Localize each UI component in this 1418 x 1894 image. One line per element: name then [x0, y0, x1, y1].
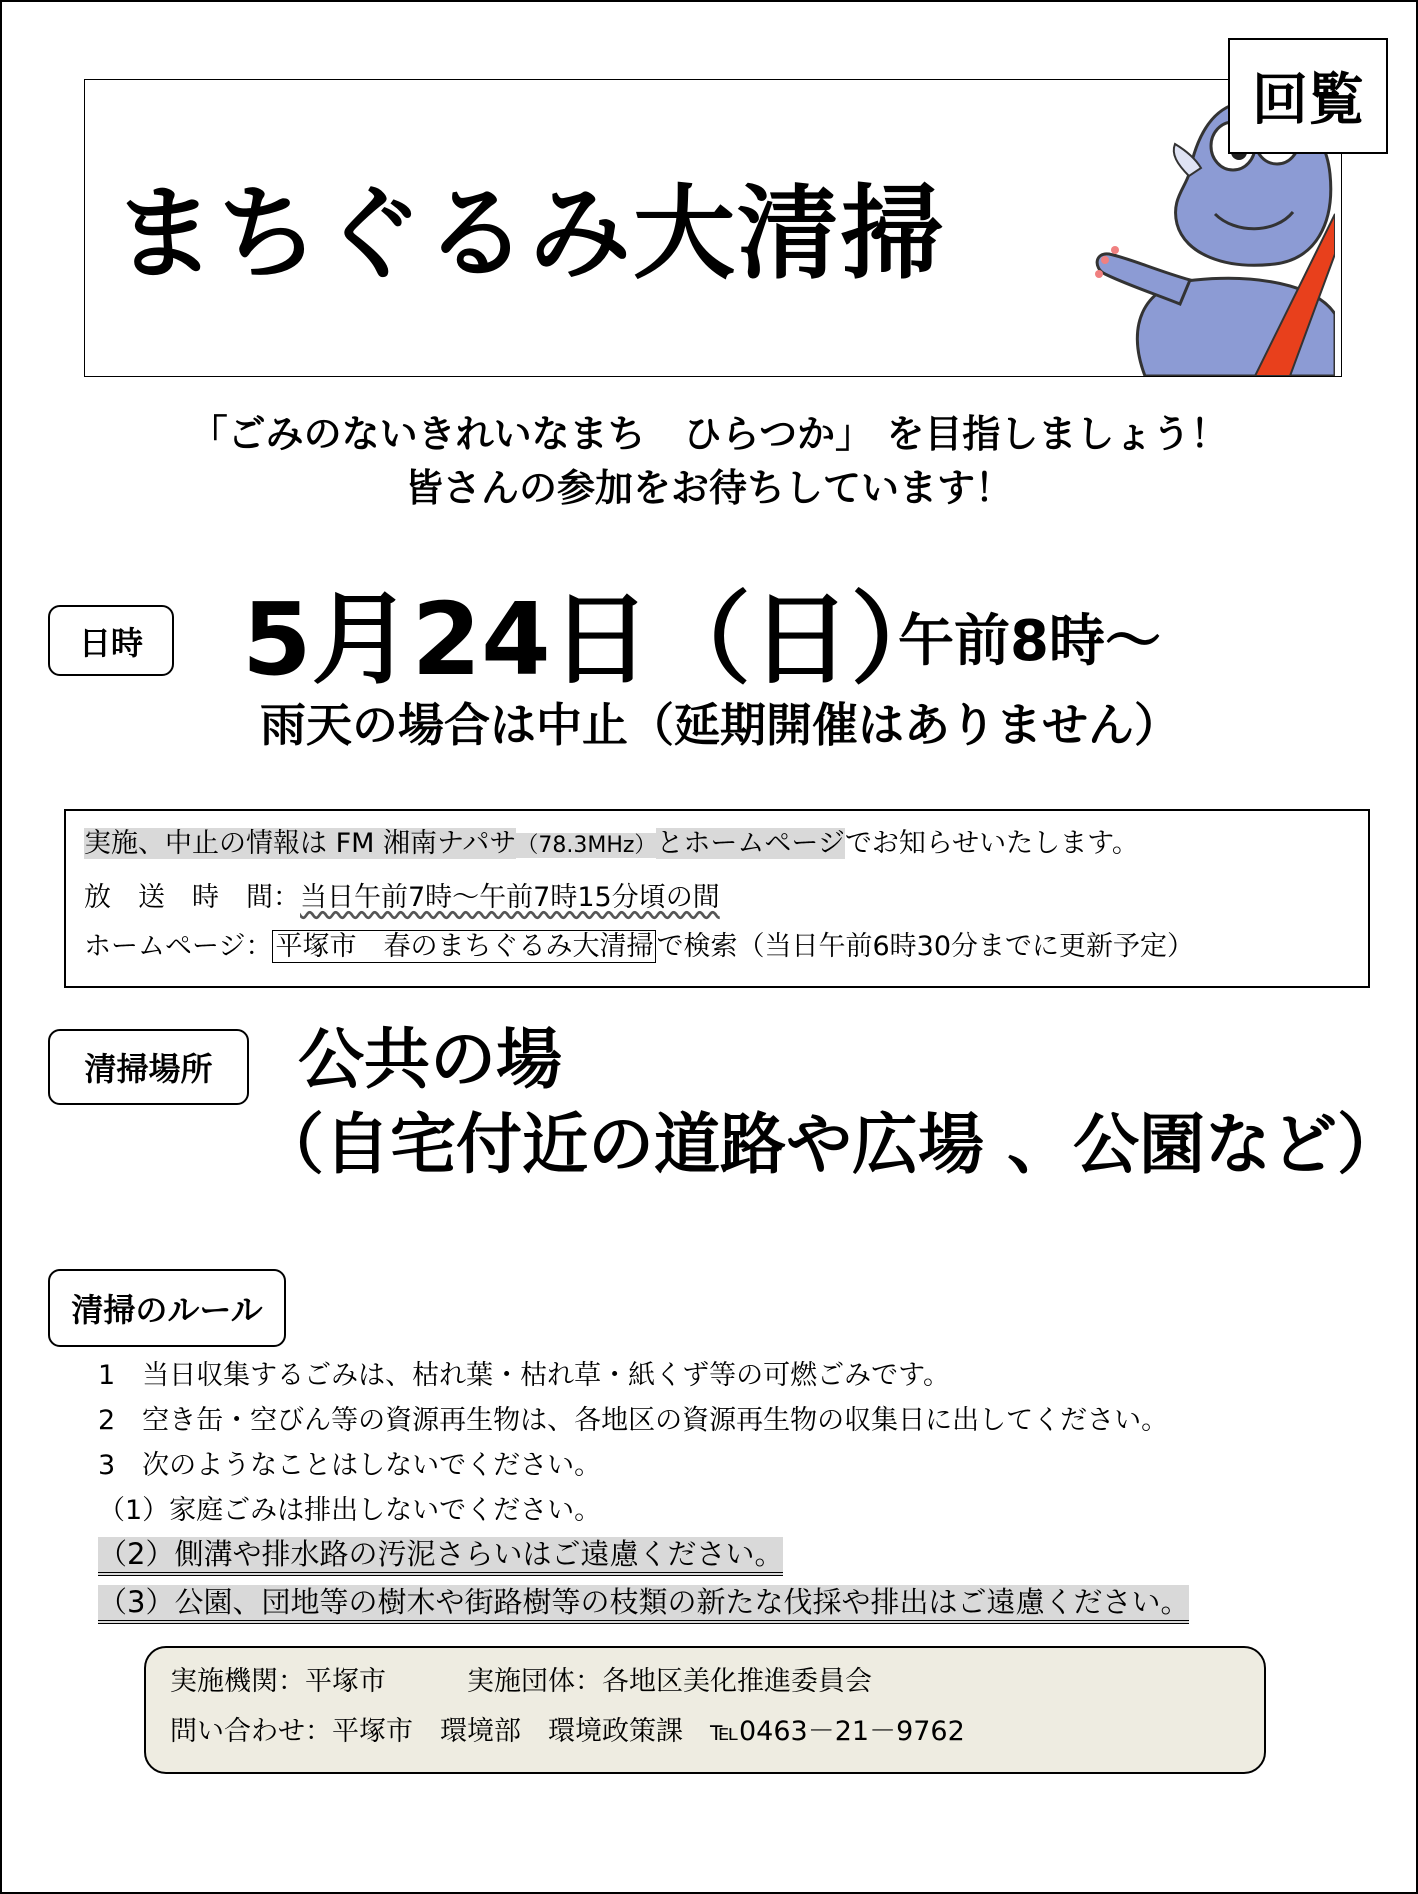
rule-item-3: 3 次のようなことはしないでください。: [98, 1450, 602, 1481]
rule-item-3-3-text: （3）公園、団地等の樹木や街路樹等の枝類の新たな伐採や排出はご遠慮ください。: [98, 1585, 1189, 1624]
info-line-2: [84, 882, 720, 914]
slogan-line2: 皆さんの参加をお待ちしています！: [404, 466, 1013, 510]
date-tag: 日時: [48, 605, 174, 676]
info-line1-rest: でお知らせいたします。: [844, 828, 1139, 859]
rule-item-2: 2 空き缶・空びん等の資源再生物は、各地区の資源再生物の収集日に出してください。: [98, 1405, 1169, 1436]
place-tag: 清掃場所: [48, 1029, 249, 1105]
info-frequency: （78.3MHz）: [516, 833, 657, 858]
main-title: まちぐるみ大清掃: [113, 175, 945, 294]
homepage-note: で検索（当日午前6時30分までに更新予定）: [656, 931, 1195, 962]
rules-tag: 清掃のルール: [48, 1269, 286, 1347]
place-line2: （自宅付近の道路や広場 、公園など）: [258, 1106, 1403, 1183]
event-date: 5月24日（日）: [242, 581, 951, 698]
homepage-search-term: 平塚市 春のまちぐるみ大清掃: [272, 930, 656, 963]
rule-item-3-3: [98, 1585, 1189, 1620]
event-time: 午前8時～: [898, 609, 1161, 674]
contact-line2: 問い合わせ：平塚市 環境部 環境政策課 ℡0463－21－9762: [170, 1716, 965, 1747]
broadcast-time: 当日午前7時～午前7時15分頃の間: [300, 882, 720, 913]
info-highlight-b: とホームページ: [656, 828, 845, 859]
rule-item-3-2-text: （2）側溝や排水路の汚泥さらいはご遠慮ください。: [98, 1537, 783, 1576]
circulation-badge: 回覧: [1228, 38, 1388, 154]
place-line1: 公共の場: [298, 1021, 562, 1098]
rule-item-1: 1 当日収集するごみは、枯れ葉・枯れ草・紙くず等の可燃ごみです。: [98, 1360, 951, 1391]
info-line-3: [84, 931, 1194, 963]
rain-note: 雨天の場合は中止（延期開催はありません）: [260, 698, 1180, 752]
slogan-line1: 「ごみのないきれいなまち ひらつか」 を目指しましょう！: [189, 412, 1229, 456]
broadcast-label: 放 送 時 間：: [84, 882, 300, 913]
title-banner: [84, 79, 1342, 377]
contact-line1: 実施機関：平塚市 実施団体：各地区美化推進委員会: [170, 1666, 872, 1697]
homepage-label: ホームページ：: [84, 931, 273, 962]
contact-box: [144, 1646, 1266, 1774]
rule-item-3-2: [98, 1537, 783, 1572]
info-highlight-a: 実施、中止の情報は FM 湘南ナパサ: [84, 828, 517, 859]
info-line-1: [84, 828, 1139, 860]
rule-item-3-1: （1）家庭ごみは排出しないでください。: [98, 1495, 602, 1526]
info-box: [64, 809, 1370, 988]
